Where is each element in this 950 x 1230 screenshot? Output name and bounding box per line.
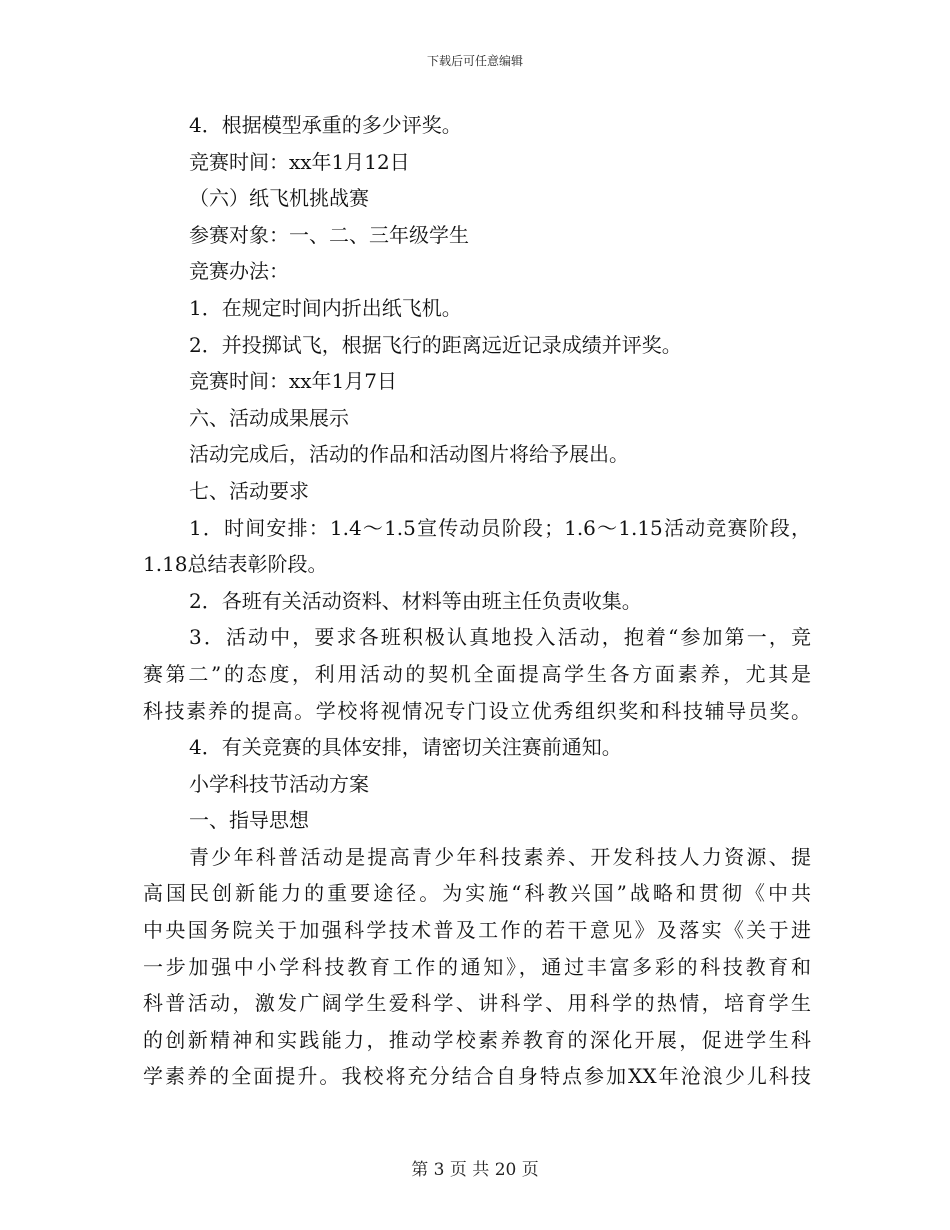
- page-header: 下载后可任意编辑: [426, 54, 523, 68]
- text-line: （六）纸飞机挑战赛: [189, 186, 369, 211]
- text-line: 竞赛时间：xx年1月12日: [189, 149, 410, 174]
- text-line: 学素养的全面提升。我校将充分结合自身特点参加XX年沧浪少儿科技: [143, 1064, 811, 1089]
- text-line: 一步加强中小学科技教育工作的通知》，通过丰富多彩的科技教育和: [143, 954, 811, 979]
- text-line: 4．根据模型承重的多少评奖。: [189, 113, 462, 137]
- page-footer: 第 3 页 共 20 页: [411, 1160, 539, 1180]
- text-line: 六、活动成果展示: [189, 405, 349, 430]
- text-line: 2．各班有关活动资料、材料等由班主任负责收集。: [189, 588, 642, 613]
- text-line: 赛第二”的态度，利用活动的契机全面提高学生各方面素养，尤其是: [143, 661, 811, 686]
- text-line: 的创新精神和实践能力，推动学校素养教育的深化开展，促进学生科: [143, 1027, 811, 1052]
- text-line: 参赛对象：一、二、三年级学生: [189, 222, 469, 247]
- text-line: 高国民创新能力的重要途径。为实施“科教兴国”战略和贯彻《中共: [143, 881, 811, 906]
- text-line: 1．时间安排：1.4～1.5宣传动员阶段；1.6～1.15活动竞赛阶段，: [189, 515, 811, 540]
- text-line: 小学科技节活动方案: [189, 771, 369, 796]
- text-line: 青少年科普活动是提高青少年科技素养、开发科技人力资源、提: [189, 844, 811, 869]
- text-line: 4．有关竞赛的具体安排，请密切关注赛前通知。: [189, 735, 622, 760]
- text-line: 1．在规定时间内折出纸飞机。: [189, 295, 462, 320]
- text-line: 活动完成后，活动的作品和活动图片将给予展出。: [189, 442, 629, 467]
- text-line: 2．并投掷试飞，根据飞行的距离远近记录成绩并评奖。: [189, 332, 682, 357]
- text-line: 竞赛办法：: [189, 259, 289, 284]
- text-line: 科技素养的提高。学校将视情况专门设立优秀组织奖和科技辅导员奖。: [143, 698, 811, 723]
- document-body: [143, 107, 811, 1095]
- text-line: 科普活动，激发广阔学生爱科学、讲科学、用科学的热情，培育学生: [143, 991, 811, 1016]
- text-line: 一、指导思想: [189, 808, 309, 833]
- text-line: 中央国务院关于加强科学技术普及工作的若干意见》及落实《关于进: [143, 918, 811, 943]
- text-line: 七、活动要求: [189, 478, 309, 503]
- text-line: 3．活动中，要求各班积极认真地投入活动，抱着“参加第一，竞: [189, 625, 811, 650]
- text-line: 1.18总结表彰阶段。: [143, 552, 328, 577]
- text-line: 竞赛时间：xx年1月7日: [189, 369, 398, 394]
